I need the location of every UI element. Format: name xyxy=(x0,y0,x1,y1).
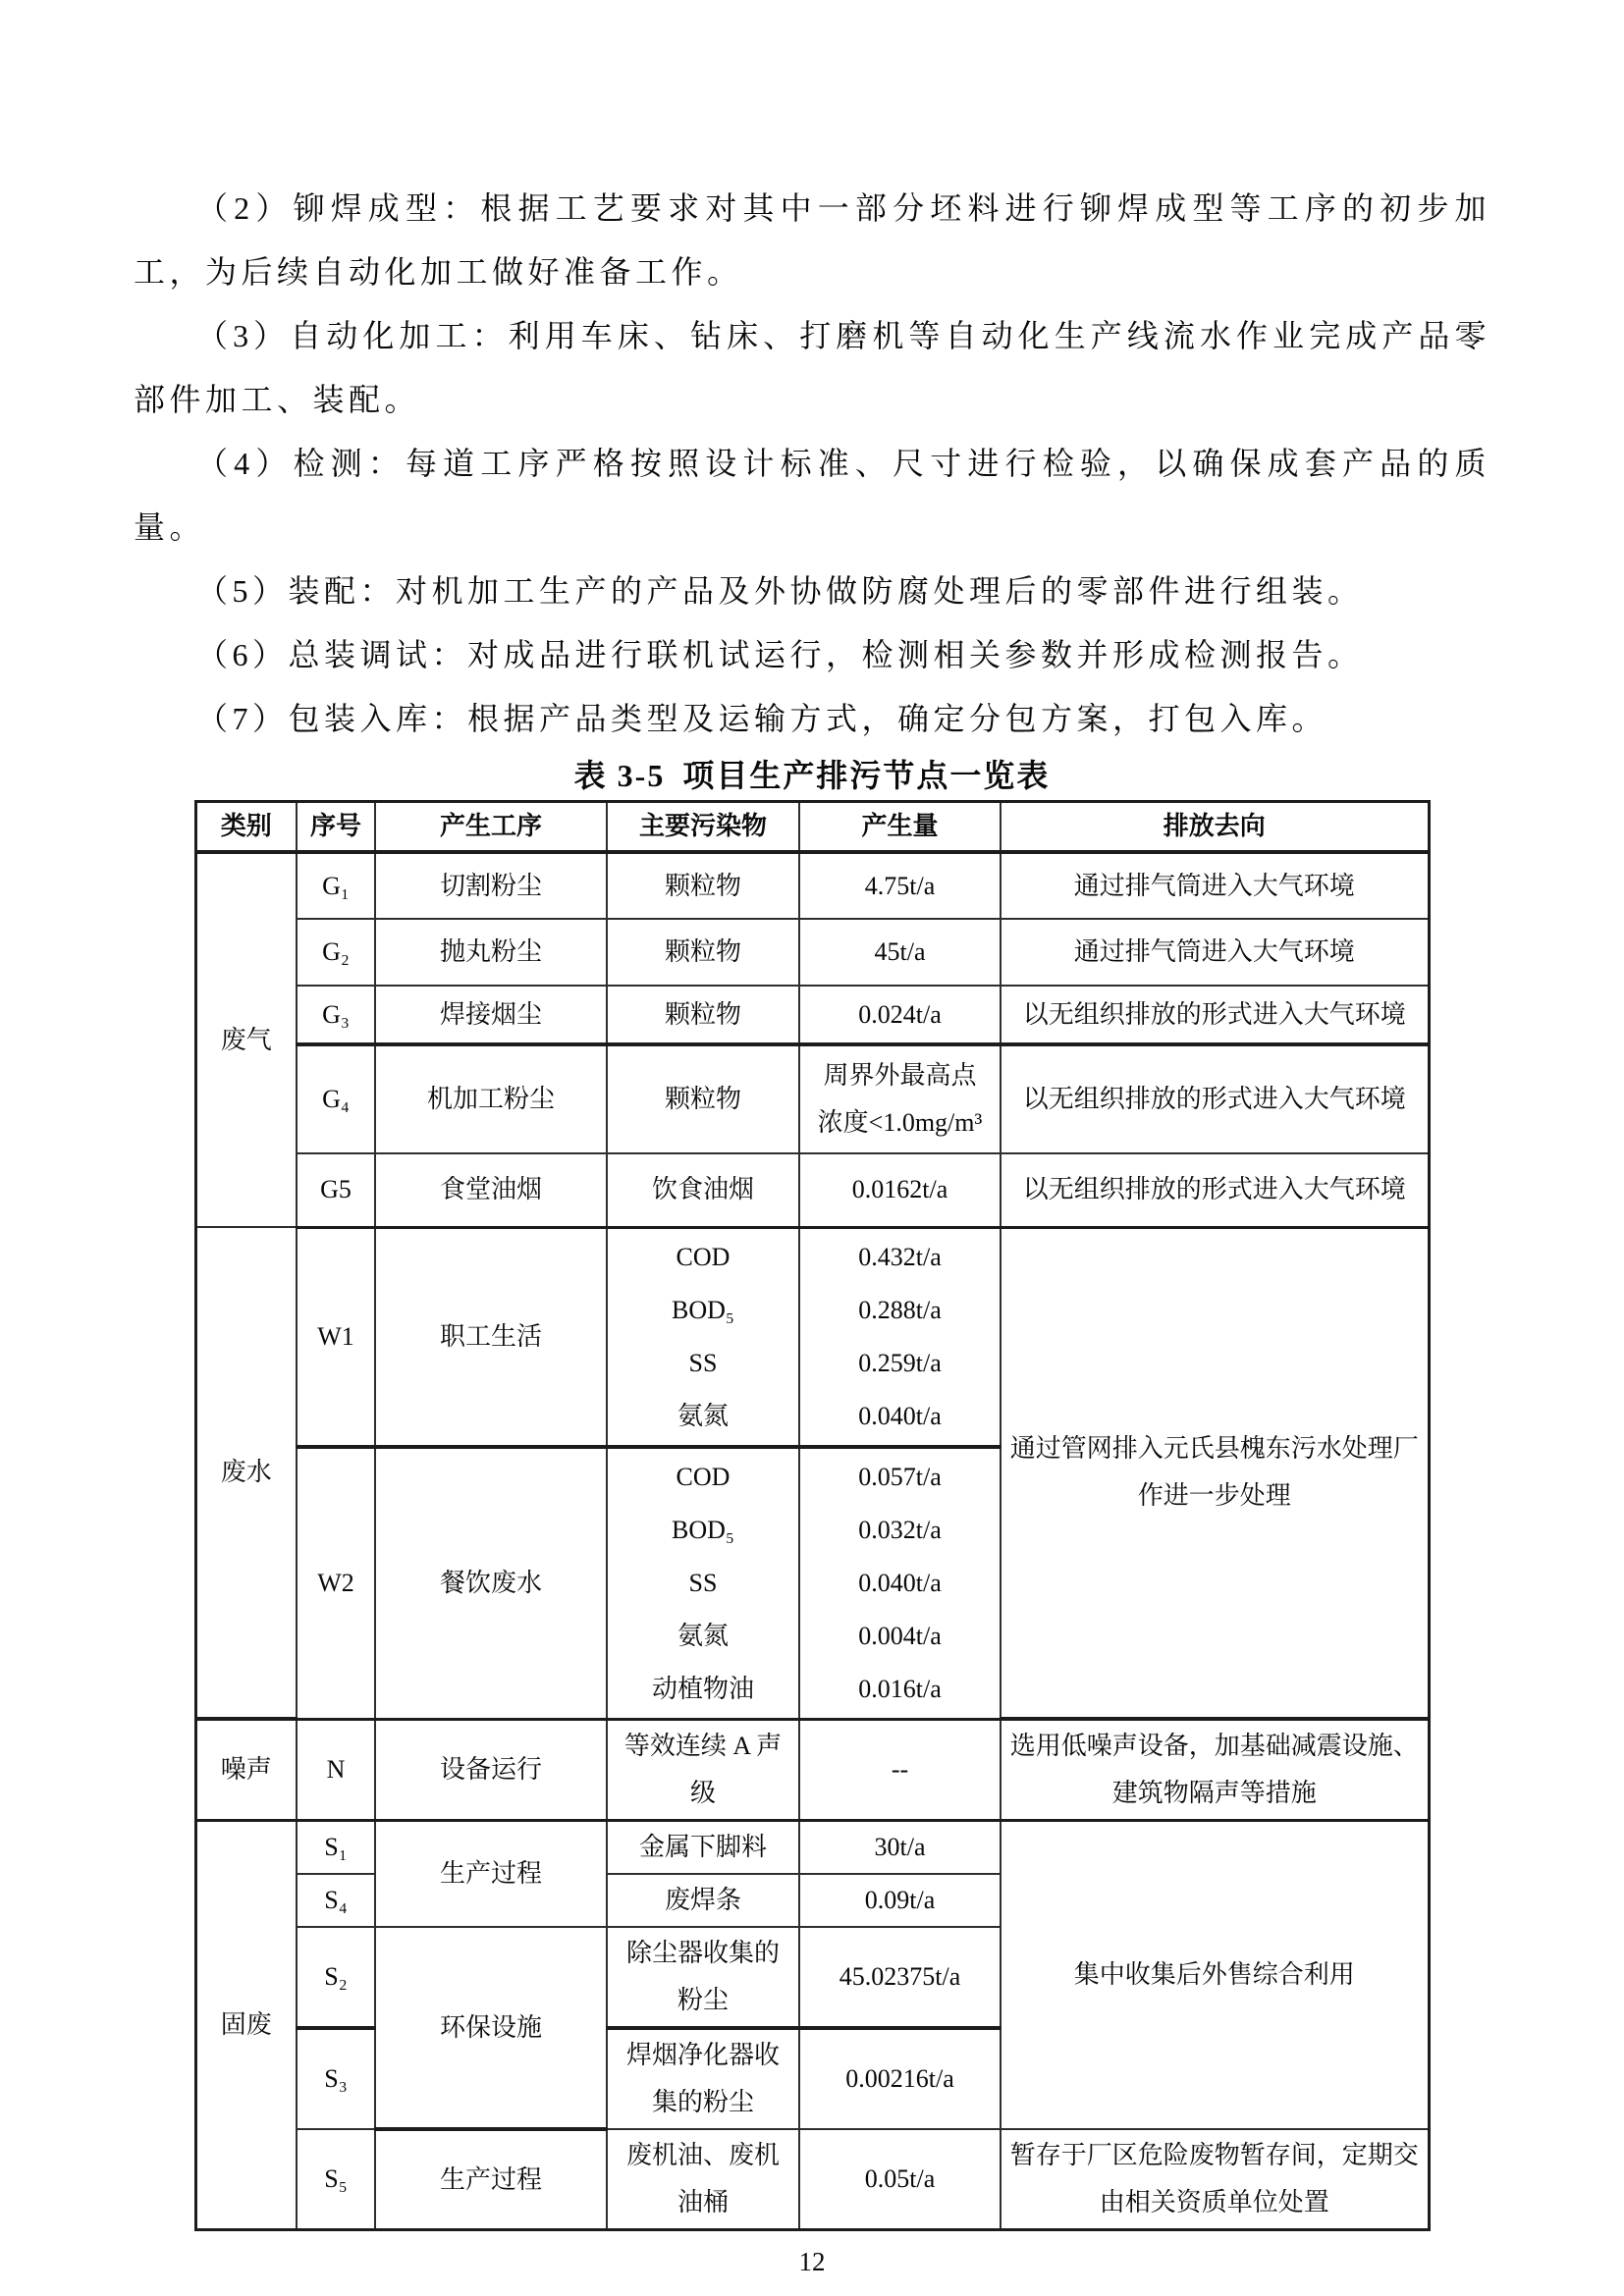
cell-s5-dest: 暂存于厂区危险废物暂存间，定期交由相关资质单位处置 xyxy=(1001,2129,1429,2230)
table-row-g3 xyxy=(195,986,1429,1044)
paragraph-step-3: （3）自动化加工：利用车床、钻床、打磨机等自动化生产线流水作业完成产品零部件加工、装配。 xyxy=(134,318,1490,417)
col-header-process: 产生工序 xyxy=(375,802,607,853)
cell-s2-amount: 45.02375t/a xyxy=(799,1927,1001,2028)
table-row-g4 xyxy=(195,1044,1429,1153)
category-gas: 废气 xyxy=(195,852,297,1227)
paragraph-step-6: （6）总装调试：对成品进行联机试运行，检测相关参数并形成检测报告。 xyxy=(196,637,1364,672)
cell-n-amount: -- xyxy=(799,1719,1001,1821)
page-number: 12 xyxy=(798,2247,826,2276)
cell-w2-amounts: 0.057t/a 0.032t/a 0.040t/a 0.004t/a 0.016t/a xyxy=(799,1447,1001,1720)
table-row-g5 xyxy=(195,1153,1429,1227)
col-header-pollutant: 主要污染物 xyxy=(607,802,799,853)
cell-n-pollutant: 等效连续 A 声级 xyxy=(607,1719,799,1821)
cell-s2-pollutant: 除尘器收集的粉尘 xyxy=(607,1927,799,2028)
cell-n-process: 设备运行 xyxy=(375,1719,607,1821)
cell-s1-amount: 30t/a xyxy=(799,1821,1001,1875)
cell-g3-amount: 0.024t/a xyxy=(799,986,1001,1044)
table-row-s5 xyxy=(195,2129,1429,2230)
cell-g4-amount: 周界外最高点浓度<1.0mg/m³ xyxy=(799,1044,1001,1153)
cell-g5-process: 食堂油烟 xyxy=(375,1153,607,1227)
cell-g2-process: 抛丸粉尘 xyxy=(375,919,607,986)
cell-g3-dest: 以无组织排放的形式进入大气环境 xyxy=(1001,986,1429,1044)
table-title xyxy=(134,753,1490,798)
cell-g1-amount: 4.75t/a xyxy=(799,852,1001,919)
pollution-discharge-table xyxy=(194,800,1431,2231)
cell-g4-pollutant: 颗粒物 xyxy=(607,1044,799,1153)
cell-s1-no: S₁ xyxy=(297,1821,375,1875)
cell-n-no: N xyxy=(297,1719,375,1821)
cell-w2-pollutants: COD BOD₅ SS 氨氮 动植物油 xyxy=(607,1447,799,1720)
table-caption: 项目生产排污节点一览表 xyxy=(682,758,1051,793)
cell-wastewater-dest: 通过管网排入元氏县槐东污水处理厂作进一步处理 xyxy=(1001,1227,1429,1719)
paragraph-step-5: （5）装配：对机加工生产的产品及外协做防腐处理后的零部件进行组装。 xyxy=(196,573,1364,609)
category-solid-waste: 固废 xyxy=(195,1821,297,2230)
table-row-w1 xyxy=(195,1227,1429,1447)
category-noise: 噪声 xyxy=(195,1719,297,1821)
cell-g1-process: 切割粉尘 xyxy=(375,852,607,919)
col-header-destination: 排放去向 xyxy=(1001,802,1429,853)
cell-s1-pollutant: 金属下脚料 xyxy=(607,1821,799,1875)
cell-w1-no: W1 xyxy=(297,1227,375,1447)
cell-g2-dest: 通过排气筒进入大气环境 xyxy=(1001,919,1429,986)
cell-s5-process: 生产过程 xyxy=(375,2129,607,2230)
cell-w2-process: 餐饮废水 xyxy=(375,1447,607,1720)
table-number: 表 3-5 xyxy=(573,758,666,793)
cell-g3-process: 焊接烟尘 xyxy=(375,986,607,1044)
cell-s5-no: S₅ xyxy=(297,2129,375,2230)
cell-g1-dest: 通过排气筒进入大气环境 xyxy=(1001,852,1429,919)
cell-s4-no: S₄ xyxy=(297,1874,375,1927)
cell-s3-amount: 0.00216t/a xyxy=(799,2028,1001,2129)
cell-g1-no: G₁ xyxy=(297,852,375,919)
table-row-noise xyxy=(195,1719,1429,1821)
page-content xyxy=(0,0,1624,798)
cell-g2-amount: 45t/a xyxy=(799,919,1001,986)
col-header-category: 类别 xyxy=(195,802,297,853)
table-row-g2 xyxy=(195,919,1429,986)
paragraph-step-7: （7）包装入库：根据产品类型及运输方式，确定分包方案，打包入库。 xyxy=(196,701,1328,736)
cell-w1-process: 职工生活 xyxy=(375,1227,607,1447)
table-row-s1 xyxy=(195,1821,1429,1875)
cell-s2-no: S₂ xyxy=(297,1927,375,2028)
cell-g5-dest: 以无组织排放的形式进入大气环境 xyxy=(1001,1153,1429,1227)
cell-g2-no: G₂ xyxy=(297,919,375,986)
cell-g3-pollutant: 颗粒物 xyxy=(607,986,799,1044)
header-row xyxy=(195,802,1429,853)
cell-s3-pollutant: 焊烟净化器收集的粉尘 xyxy=(607,2028,799,2129)
cell-g5-no: G5 xyxy=(297,1153,375,1227)
cell-s23-process: 环保设施 xyxy=(375,1927,607,2129)
paragraph-step-2: （2）铆焊成型：根据工艺要求对其中一部分坯料进行铆焊成型等工序的初步加工，为后续自动化加工做好准备工作。 xyxy=(134,190,1490,290)
cell-g4-no: G₄ xyxy=(297,1044,375,1153)
cell-w1-pollutants: COD BOD₅ SS 氨氮 xyxy=(607,1227,799,1447)
cell-s3-no: S₃ xyxy=(297,2028,375,2129)
paragraph-step-4: （4）检测：每道工序严格按照设计标准、尺寸进行检验，以确保成套产品的质量。 xyxy=(134,446,1490,545)
table-row-g1 xyxy=(195,852,1429,919)
cell-s5-pollutant: 废机油、废机油桶 xyxy=(607,2129,799,2230)
cell-s14-process: 生产过程 xyxy=(375,1821,607,1928)
category-wastewater: 废水 xyxy=(195,1227,297,1719)
cell-g3-no: G₃ xyxy=(297,986,375,1044)
col-header-amount: 产生量 xyxy=(799,802,1001,853)
cell-g2-pollutant: 颗粒物 xyxy=(607,919,799,986)
cell-n-dest: 选用低噪声设备，加基础减震设施、建筑物隔声等措施 xyxy=(1001,1719,1429,1821)
cell-s4-pollutant: 废焊条 xyxy=(607,1874,799,1927)
cell-g4-process: 机加工粉尘 xyxy=(375,1044,607,1153)
cell-solid-dest: 集中收集后外售综合利用 xyxy=(1001,1821,1429,2130)
cell-g5-amount: 0.0162t/a xyxy=(799,1153,1001,1227)
col-header-serial: 序号 xyxy=(297,802,375,853)
cell-s5-amount: 0.05t/a xyxy=(799,2129,1001,2230)
cell-s4-amount: 0.09t/a xyxy=(799,1874,1001,1927)
cell-g4-dest: 以无组织排放的形式进入大气环境 xyxy=(1001,1044,1429,1153)
cell-g1-pollutant: 颗粒物 xyxy=(607,852,799,919)
cell-w2-no: W2 xyxy=(297,1447,375,1720)
cell-w1-amounts: 0.432t/a 0.288t/a 0.259t/a 0.040t/a xyxy=(799,1227,1001,1447)
cell-g5-pollutant: 饮食油烟 xyxy=(607,1153,799,1227)
